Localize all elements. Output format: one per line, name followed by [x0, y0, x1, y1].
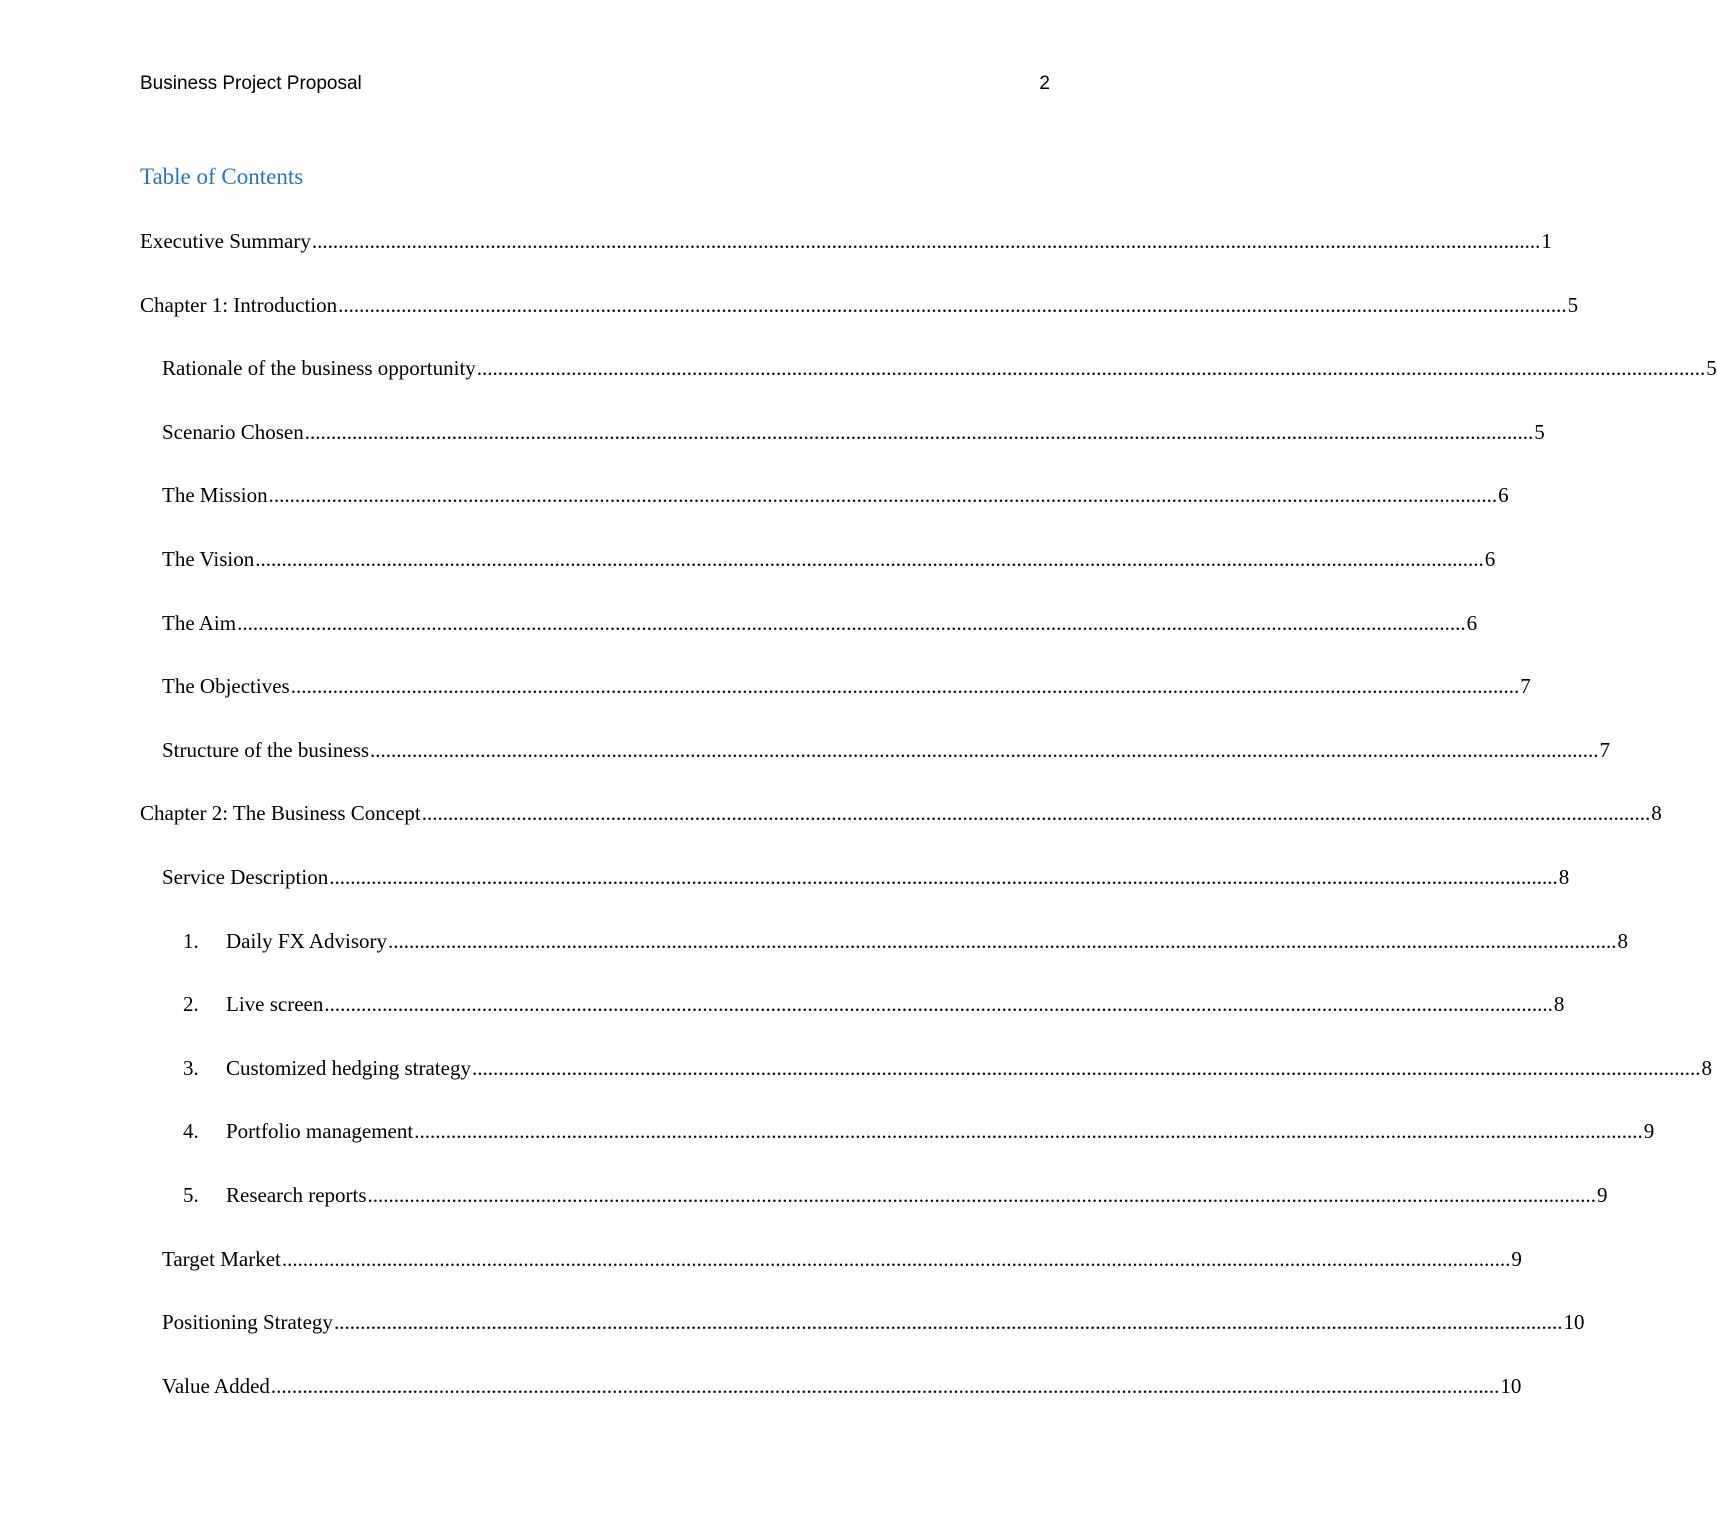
toc-entry-page: 8: [1651, 801, 1662, 826]
toc-entry[interactable]: [140, 732, 1611, 796]
toc-entry-title: Daily FX Advisory: [226, 928, 388, 953]
toc-entry[interactable]: [140, 1241, 1522, 1305]
toc-entry-page: 6: [1466, 610, 1478, 635]
toc-entry[interactable]: [140, 859, 1570, 923]
toc-entry-leader: ..........................................................................................................................................................................................................................................: [421, 801, 1651, 826]
toc-entry-title: Research reports: [226, 1182, 367, 1207]
toc-entry-title: Scenario Chosen: [162, 419, 304, 444]
toc-entry-leader: ..........................................................................................................................................................................................................................................: [237, 610, 1466, 635]
toc-entry-page: 9: [1597, 1182, 1608, 1207]
toc-entry[interactable]: [140, 923, 1629, 987]
toc-entry-title: Positioning Strategy: [162, 1310, 333, 1335]
toc-entry-number: 5.: [183, 1182, 199, 1207]
toc-entry[interactable]: [140, 477, 1509, 541]
toc-entry-page: 8: [1617, 928, 1629, 953]
toc-entry[interactable]: [140, 605, 1478, 669]
toc-entry-leader: ..........................................................................................................................................................................................................................................: [333, 1310, 1563, 1335]
header-title: Business Project Proposal: [140, 73, 362, 94]
toc-entry-page: 7: [1599, 737, 1611, 762]
toc-entry[interactable]: [140, 1050, 1712, 1114]
toc-entry-title: The Objectives: [162, 674, 290, 699]
toc-entry-leader: ..........................................................................................................................................................................................................................................: [329, 864, 1558, 889]
toc-entry-title: Service Description: [162, 864, 329, 889]
toc-entry-leader: ..........................................................................................................................................................................................................................................: [370, 737, 1599, 762]
toc-entry[interactable]: [140, 795, 1662, 859]
toc-entry-page: 10: [1563, 1310, 1585, 1335]
toc-entry-number: 3.: [183, 1055, 199, 1080]
toc-entry-page: 8: [1701, 1055, 1712, 1080]
toc-entry-leader: ..........................................................................................................................................................................................................................................: [324, 992, 1553, 1017]
toc-entry-leader: ..........................................................................................................................................................................................................................................: [281, 1246, 1511, 1271]
toc-entry-page: 8: [1553, 992, 1565, 1017]
toc-entry-page: 5: [1534, 419, 1545, 444]
toc-entry[interactable]: [140, 541, 1496, 605]
toc-entry[interactable]: [140, 1304, 1585, 1368]
toc-entry-page: 5: [1567, 292, 1579, 317]
toc-entry-title: Live screen: [226, 992, 324, 1017]
toc-list: [140, 223, 1717, 1431]
toc-entry-leader: ..........................................................................................................................................................................................................................................: [367, 1182, 1597, 1207]
toc-entry-title: Executive Summary: [140, 229, 311, 253]
toc-entry-page: 10: [1500, 1373, 1522, 1398]
toc-entry-leader: ..........................................................................................................................................................................................................................................: [255, 546, 1484, 571]
toc-entry-title: Chapter 2: The Business Concept: [140, 801, 421, 826]
toc-entry-number: 1.: [183, 928, 199, 953]
toc-entry[interactable]: [140, 986, 1565, 1050]
toc-entry-leader: ..........................................................................................................................................................................................................................................: [304, 419, 1534, 444]
toc-entry[interactable]: [140, 414, 1545, 478]
toc-entry-page: 1: [1541, 229, 1552, 253]
toc-entry[interactable]: [140, 668, 1531, 732]
toc-entry-title: The Aim: [162, 610, 237, 635]
toc-entry-page: 6: [1484, 546, 1496, 571]
toc-entry-title: Portfolio management: [226, 1119, 414, 1144]
toc-entry-leader: ..........................................................................................................................................................................................................................................: [270, 1373, 1500, 1398]
toc-entry-page: 9: [1643, 1119, 1655, 1144]
toc-entry[interactable]: [140, 1113, 1655, 1177]
toc-entry-number: 2.: [183, 992, 199, 1017]
toc-entry-leader: ..........................................................................................................................................................................................................................................: [414, 1119, 1643, 1144]
page-header: [140, 70, 1050, 98]
header-page-number: 2: [1039, 73, 1050, 94]
toc-entry-page: 7: [1520, 674, 1531, 699]
toc-entry-leader: ..........................................................................................................................................................................................................................................: [388, 928, 1617, 953]
toc-entry[interactable]: [140, 350, 1717, 414]
toc-entry-page: 9: [1511, 1246, 1522, 1271]
toc-entry-title: Value Added: [162, 1373, 270, 1398]
toc-entry-title: Rationale of the business opportunity: [162, 356, 476, 381]
toc-entry[interactable]: [140, 287, 1579, 351]
toc-entry-page: 8: [1558, 864, 1570, 889]
toc-entry-number: 4.: [183, 1119, 199, 1144]
toc-entry-title: Structure of the business: [162, 737, 370, 762]
toc-entry-title: Customized hedging strategy: [226, 1055, 471, 1080]
toc-entry-title: The Mission: [162, 483, 268, 508]
toc-entry-title: The Vision: [162, 546, 255, 571]
toc-entry-leader: ..........................................................................................................................................................................................................................................: [268, 483, 1498, 508]
toc-entry-leader: ..........................................................................................................................................................................................................................................: [338, 292, 1567, 317]
toc-entry-page: 5: [1706, 356, 1717, 381]
toc-entry-leader: ..........................................................................................................................................................................................................................................: [476, 356, 1706, 381]
toc-entry-title: Chapter 1: Introduction: [140, 292, 338, 317]
toc-entry[interactable]: [140, 223, 1552, 287]
toc-entry-page: 6: [1498, 483, 1509, 508]
toc-entry-leader: ..........................................................................................................................................................................................................................................: [290, 674, 1520, 699]
toc-entry[interactable]: [140, 1368, 1522, 1432]
toc-title: Table of Contents: [140, 164, 304, 189]
toc-entry[interactable]: [140, 1177, 1608, 1241]
toc-entry-leader: ..........................................................................................................................................................................................................................................: [471, 1055, 1701, 1080]
toc-entry-title: Target Market: [162, 1246, 281, 1271]
toc-entry-leader: ..........................................................................................................................................................................................................................................: [311, 229, 1541, 253]
